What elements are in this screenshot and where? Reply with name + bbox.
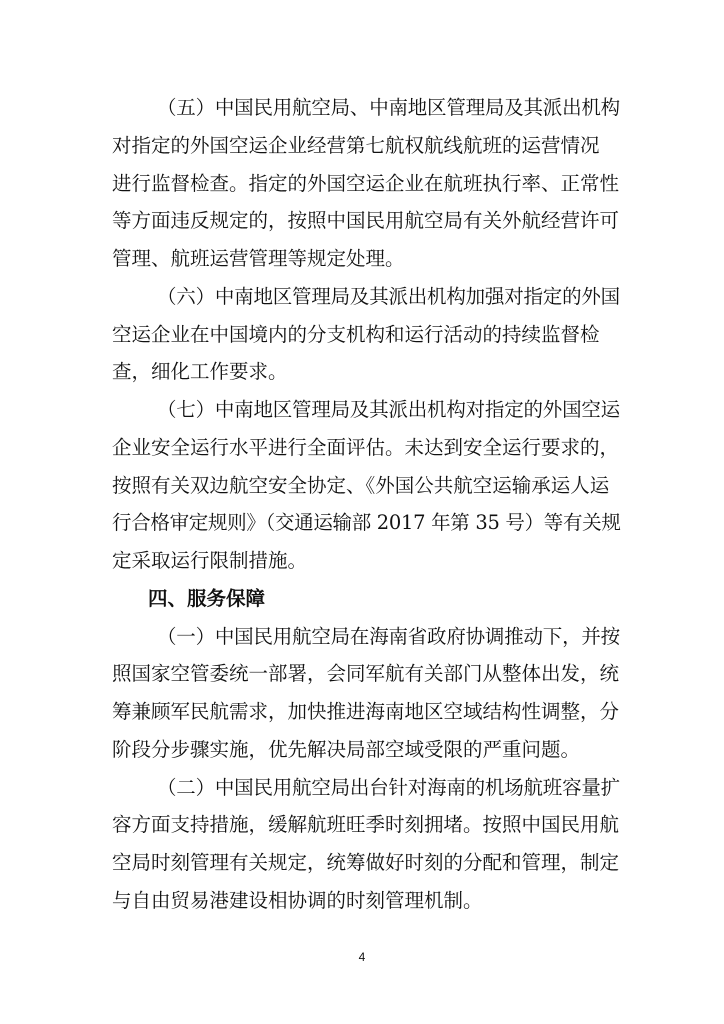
text-line-content: 筹兼顾军民航需求，加快推进海南地区空域结构性调整，分 [112, 700, 620, 723]
text-line-content: 对指定的外国空运企业经营第七航权航线航班的运营情况 [112, 134, 600, 157]
text-line-content: （二）中国民用航空局出台针对海南的机场航班容量扩 [157, 776, 620, 799]
text-line [0, 654, 724, 694]
text-line [0, 843, 724, 883]
text-line-content: 查，细化工作要求。 [112, 360, 288, 383]
text-line [0, 692, 724, 732]
text-line [0, 239, 724, 279]
text-line [0, 428, 724, 468]
text-line [0, 617, 724, 657]
text-line [0, 730, 724, 770]
text-line-content: 容方面支持措施，缓解航班旺季时刻拥堵。按照中国民用航 [112, 813, 620, 836]
text-line-content: 空运企业在中国境内的分支机构和运行活动的持续监督检 [112, 323, 600, 346]
text-line [0, 805, 724, 845]
text-line [0, 164, 724, 204]
text-line [0, 466, 724, 506]
text-line [0, 277, 724, 317]
text-line [0, 88, 724, 128]
text-line-content: 行合格审定规则》（交通运输部 2017 年第 35 号）等有关规 [112, 511, 621, 534]
text-line [0, 352, 724, 392]
text-line-content: 管理、航班运营管理等规定处理。 [112, 247, 405, 270]
text-line [0, 390, 724, 430]
text-line-content: 企业安全运行水平进行全面评估。未达到安全运行要求的， [112, 436, 620, 459]
text-line [0, 201, 724, 241]
text-line [0, 881, 724, 921]
text-line [0, 768, 724, 808]
text-line-content: 与自由贸易港建设相协调的时刻管理机制。 [112, 889, 483, 912]
text-line-content: 等方面违反规定的，按照中国民用航空局有关外航经营许可 [112, 209, 620, 232]
section-heading-text: 四、服务保障 [148, 587, 266, 610]
text-line-content: （一）中国民用航空局在海南省政府协调推动下，并按 [157, 625, 620, 648]
text-line-content: 定采取运行限制措施。 [112, 549, 308, 572]
text-line-content: 阶段分步骤实施，优先解决局部空域受限的严重问题。 [112, 738, 581, 761]
text-line-content: （五）中国民用航空局、中南地区管理局及其派出机构 [157, 96, 620, 119]
text-line-content: 进行监督检查。指定的外国空运企业在航班执行率、正常性 [112, 172, 620, 195]
text-line-content: 照国家空管委统一部署，会同军航有关部门从整体出发，统 [112, 662, 620, 685]
text-line [0, 315, 724, 355]
text-line-content: （六）中南地区管理局及其派出机构加强对指定的外国 [157, 285, 620, 308]
text-line-content: 按照有关双边航空安全协定、《外国公共航空运输承运人运 [112, 474, 610, 497]
text-line-content: （七）中南地区管理局及其派出机构对指定的外国空运 [157, 398, 620, 421]
page-number: 4 [358, 950, 366, 964]
text-line [0, 126, 724, 166]
text-line [0, 503, 724, 543]
section-heading [0, 579, 724, 619]
text-line-content: 空局时刻管理有关规定，统筹做好时刻的分配和管理，制定 [112, 851, 620, 874]
text-line [0, 541, 724, 581]
